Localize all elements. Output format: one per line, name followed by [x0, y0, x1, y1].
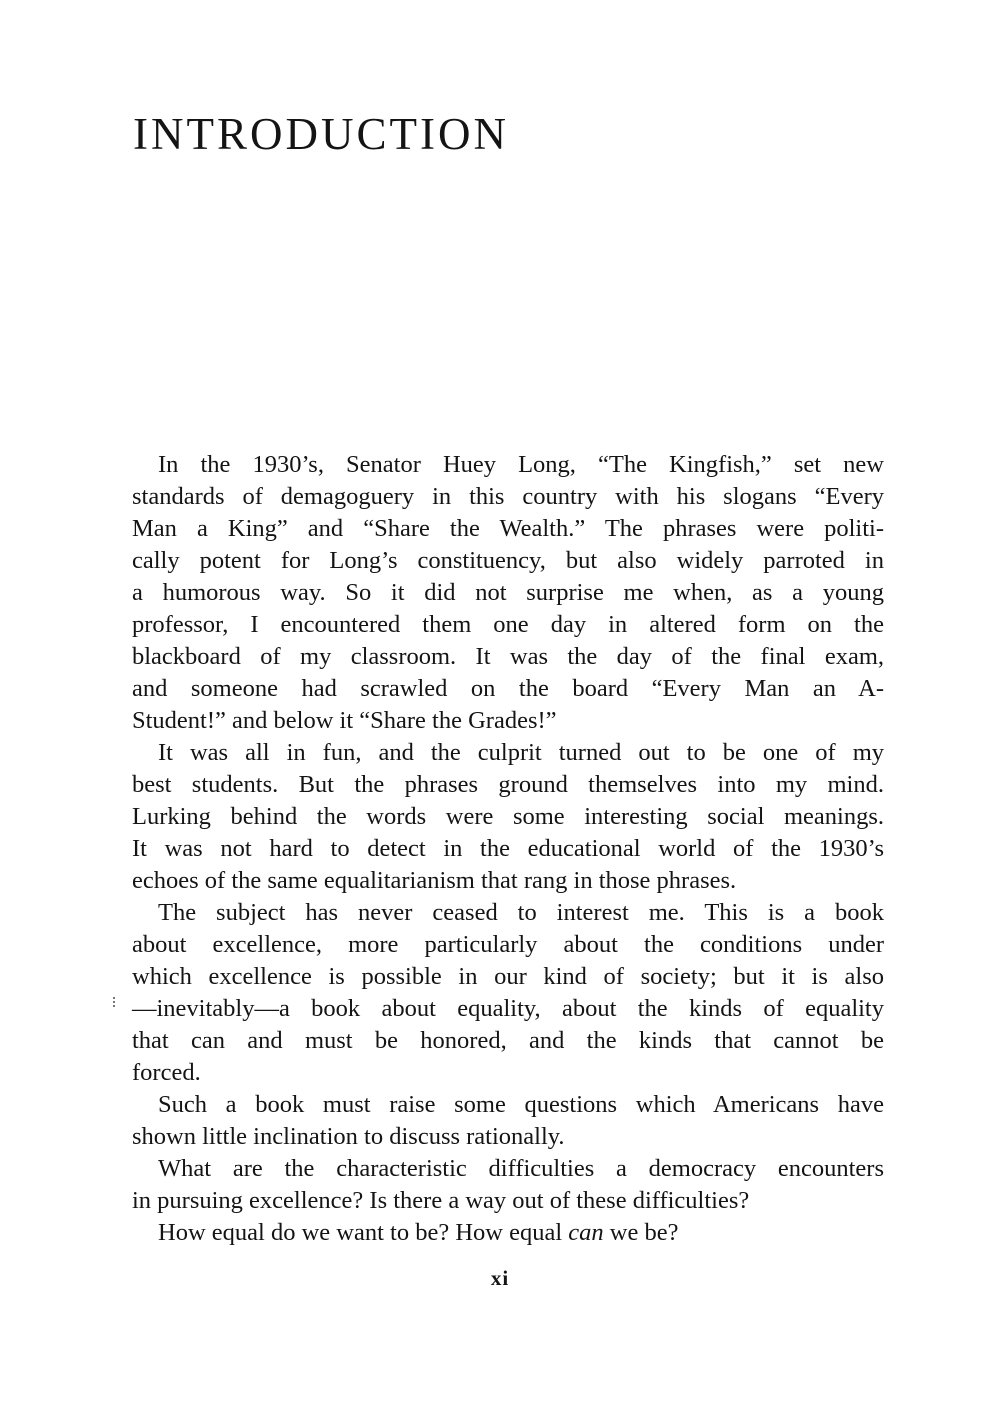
text-line: The subject has never ceased to interest me. This is a book — [158, 899, 884, 926]
text-line: shown little inclination to discuss rationally. — [132, 1123, 565, 1150]
text-line: In the 1930’s, Senator Huey Long, “The Kingfish,” set new — [158, 451, 884, 478]
paragraph-4 — [132, 1089, 884, 1153]
text-line: —inevitably—a book about equality, about the kinds of equality — [132, 995, 884, 1022]
paragraph-6 — [132, 1217, 884, 1249]
text-line: blackboard of my classroom. It was the day of the final exam, — [132, 643, 884, 670]
page-title: INTRODUCTION — [133, 109, 509, 159]
margin-mark — [113, 997, 117, 1007]
paragraph-5 — [132, 1153, 884, 1217]
text-line: It was not hard to detect in the educational world of the 1930’s — [132, 835, 884, 862]
text-line: a humorous way. So it did not surprise me when, as a young — [132, 579, 884, 606]
text-line: standards of demagoguery in this country with his slogans “Every — [132, 483, 884, 510]
text-line: professor, I encountered them one day in altered form on the — [132, 611, 884, 638]
text-line: It was all in fun, and the culprit turned out to be one of my — [158, 739, 884, 766]
page-number: xi — [490, 1266, 510, 1290]
text-line: and someone had scrawled on the board “Every Man an A- — [132, 675, 884, 702]
text-line: which excellence is possible in our kind of society; but it is also — [132, 963, 884, 990]
text-line: Man a King” and “Share the Wealth.” The phrases were politi- — [132, 515, 884, 542]
text-line: echoes of the same equalitarianism that rang in those phrases. — [132, 867, 737, 894]
text-line: What are the characteristic difficulties a democracy encounters — [158, 1155, 884, 1182]
body-text — [132, 449, 884, 1249]
text-line: best students. But the phrases ground themselves into my mind. — [132, 771, 884, 798]
text-line: that can and must be honored, and the kinds that cannot be — [132, 1027, 884, 1054]
paragraph-2 — [132, 737, 884, 897]
paragraph-1 — [132, 449, 884, 737]
text-line: Such a book must raise some questions which Americans have — [158, 1091, 884, 1118]
text-line: forced. — [132, 1059, 201, 1086]
text-line: Lurking behind the words were some interesting social meanings. — [132, 803, 884, 830]
paragraph-3 — [132, 897, 884, 1089]
text-line: How equal do we want to be? How equal can we be? — [158, 1219, 679, 1246]
text-line: in pursuing excellence? Is there a way out of these difficulties? — [132, 1187, 750, 1214]
text-line: about excellence, more particularly about the conditions under — [132, 931, 884, 958]
text-line: Student!” and below it “Share the Grades!” — [132, 707, 557, 734]
text-line: cally potent for Long’s constituency, but also widely parroted in — [132, 547, 884, 574]
